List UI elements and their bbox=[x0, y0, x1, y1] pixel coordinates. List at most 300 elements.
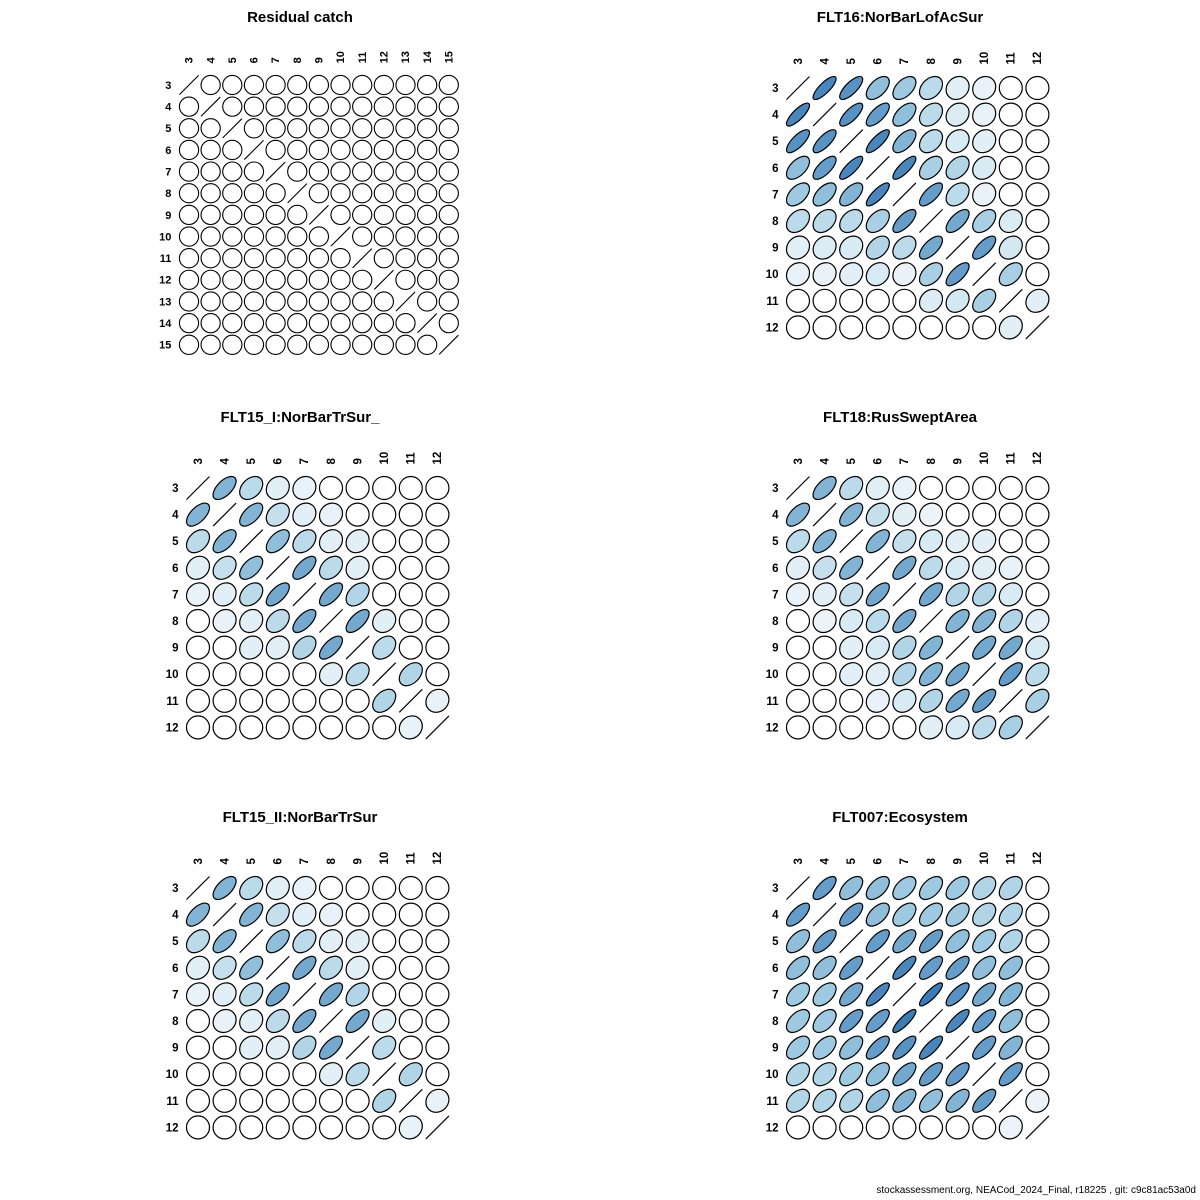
correlation-ellipse bbox=[262, 1111, 295, 1144]
correlation-ellipse bbox=[395, 525, 428, 558]
col-tick-label: 11 bbox=[356, 51, 369, 64]
diagonal-unit-correlation bbox=[426, 716, 449, 739]
correlation-ellipse bbox=[315, 1085, 348, 1118]
col-tick-label: 3 bbox=[183, 57, 196, 64]
correlation-ellipse bbox=[395, 952, 428, 985]
correlation-ellipse bbox=[1021, 552, 1054, 585]
correlation-ellipse bbox=[888, 685, 920, 717]
correlation-ellipse bbox=[197, 136, 224, 163]
correlation-ellipse bbox=[782, 711, 815, 744]
row-tick-label: 10 bbox=[765, 1069, 779, 1082]
correlation-ellipse bbox=[327, 288, 354, 315]
correlation-ellipse bbox=[368, 472, 401, 505]
correlation-ellipse bbox=[327, 136, 354, 163]
correlation-ellipse bbox=[836, 179, 867, 210]
correlation-ellipse bbox=[941, 98, 973, 130]
correlation-ellipse bbox=[327, 158, 354, 185]
correlation-ellipse bbox=[395, 498, 428, 531]
correlation-ellipse bbox=[288, 711, 321, 744]
correlation-ellipse bbox=[835, 285, 868, 318]
correlation-ellipse bbox=[208, 1031, 241, 1064]
row-tick-label: 3 bbox=[772, 83, 779, 96]
correlation-ellipse bbox=[835, 631, 867, 663]
correlation-ellipse bbox=[995, 712, 1027, 744]
diagonal-unit-correlation bbox=[293, 583, 316, 606]
correlation-ellipse bbox=[209, 552, 241, 584]
correlation-ellipse bbox=[327, 115, 354, 142]
correlation-ellipse bbox=[349, 136, 376, 163]
correlation-ellipse bbox=[995, 1032, 1026, 1063]
correlation-ellipse bbox=[240, 93, 267, 120]
col-tick-label: 5 bbox=[845, 858, 858, 865]
diagonal-unit-correlation bbox=[999, 1089, 1022, 1112]
correlation-ellipse bbox=[782, 578, 814, 610]
correlation-ellipse bbox=[392, 136, 419, 163]
row-tick-label: 6 bbox=[772, 562, 779, 575]
correlation-ellipse bbox=[808, 631, 841, 664]
correlation-ellipse bbox=[240, 310, 267, 337]
correlation-ellipse bbox=[368, 898, 401, 931]
correlation-ellipse bbox=[197, 158, 224, 185]
correlation-ellipse bbox=[942, 606, 973, 637]
correlation-ellipse bbox=[995, 1111, 1027, 1143]
correlation-ellipse bbox=[916, 926, 946, 956]
correlation-ellipse bbox=[208, 658, 241, 691]
correlation-ellipse bbox=[342, 658, 374, 690]
correlation-ellipse bbox=[235, 658, 268, 691]
col-tick-label: 11 bbox=[405, 852, 418, 865]
correlation-ellipse bbox=[370, 288, 397, 315]
correlation-ellipse bbox=[288, 1032, 320, 1064]
correlation-ellipse bbox=[370, 115, 397, 142]
correlation-ellipse bbox=[916, 659, 947, 690]
row-tick-label: 11 bbox=[166, 695, 179, 708]
correlation-ellipse bbox=[435, 136, 462, 163]
correlation-ellipse bbox=[368, 632, 400, 664]
correlation-ellipse bbox=[968, 1111, 1001, 1144]
correlation-ellipse bbox=[262, 472, 294, 504]
footer-watermark: stockassessment.org, NEACod_2024_Final, r18225 , git: c9c81ac53a0d bbox=[876, 1185, 1196, 1196]
correlation-ellipse bbox=[808, 311, 841, 344]
diagonal-unit-correlation bbox=[418, 314, 437, 333]
row-tick-label: 12 bbox=[165, 722, 179, 735]
correlation-ellipse bbox=[809, 1058, 841, 1090]
correlation-ellipse bbox=[435, 158, 462, 185]
correlation-ellipse bbox=[395, 658, 427, 690]
diagonal-unit-correlation bbox=[840, 930, 863, 953]
correlation-ellipse bbox=[862, 1085, 893, 1116]
row-tick-label: 7 bbox=[172, 989, 179, 1002]
correlation-ellipse bbox=[305, 93, 332, 120]
correlation-ellipse bbox=[810, 126, 840, 156]
correlation-ellipse bbox=[305, 310, 332, 337]
correlation-ellipse bbox=[175, 180, 202, 207]
row-tick-label: 8 bbox=[772, 616, 779, 629]
correlation-ellipse bbox=[915, 125, 947, 157]
correlation-ellipse bbox=[1021, 525, 1054, 558]
correlation-ellipse bbox=[208, 978, 240, 1010]
row-tick-label: 10 bbox=[765, 269, 779, 282]
diagonal-unit-correlation bbox=[946, 636, 969, 659]
correlation-ellipse bbox=[889, 899, 920, 930]
correlation-ellipse bbox=[182, 925, 214, 957]
correlation-ellipse bbox=[370, 310, 397, 337]
correlation-ellipse bbox=[808, 711, 841, 744]
correlation-ellipse bbox=[235, 1031, 267, 1063]
col-tick-label: 7 bbox=[899, 458, 912, 465]
correlation-ellipse bbox=[235, 605, 267, 637]
correlation-ellipse bbox=[182, 605, 215, 638]
correlation-ellipse bbox=[197, 115, 224, 142]
correlation-ellipse bbox=[435, 201, 462, 228]
correlation-ellipse bbox=[414, 201, 441, 228]
col-tick-label: 9 bbox=[952, 858, 965, 865]
correlation-ellipse bbox=[395, 578, 428, 611]
correlation-ellipse bbox=[942, 686, 973, 717]
correlation-ellipse bbox=[969, 632, 1000, 663]
correlation-ellipse bbox=[782, 685, 815, 718]
correlation-ellipse bbox=[341, 1111, 374, 1144]
correlation-ellipse bbox=[969, 686, 999, 716]
correlation-ellipse bbox=[809, 552, 841, 584]
correlation-ellipse bbox=[175, 136, 202, 163]
correlation-ellipse bbox=[1021, 498, 1054, 531]
row-tick-label: 9 bbox=[772, 642, 779, 655]
correlation-ellipse bbox=[915, 872, 946, 903]
col-tick-label: 15 bbox=[443, 51, 456, 64]
col-tick-label: 8 bbox=[291, 57, 304, 64]
correlation-ellipse bbox=[197, 331, 224, 358]
correlation-ellipse bbox=[782, 1111, 815, 1144]
correlation-ellipse bbox=[395, 1111, 427, 1143]
correlation-ellipse bbox=[368, 1005, 400, 1037]
correlation-ellipse bbox=[262, 266, 289, 293]
correlation-ellipse bbox=[182, 1031, 215, 1064]
correlation-ellipse bbox=[995, 979, 1026, 1010]
col-tick-label: 12 bbox=[432, 851, 445, 865]
correlation-ellipse bbox=[421, 658, 454, 691]
correlation-ellipse bbox=[175, 93, 202, 120]
correlation-ellipse bbox=[208, 1111, 241, 1144]
correlation-ellipse bbox=[862, 1111, 895, 1144]
correlation-ellipse bbox=[995, 231, 1027, 263]
correlation-ellipse bbox=[968, 711, 1000, 743]
correlation-ellipse bbox=[888, 711, 921, 744]
correlation-ellipse bbox=[240, 158, 267, 185]
row-tick-label: 4 bbox=[772, 509, 779, 522]
row-tick-label: 5 bbox=[772, 136, 779, 149]
correlation-ellipse bbox=[862, 1059, 893, 1090]
correlation-ellipse bbox=[862, 711, 895, 744]
row-tick-label: 7 bbox=[772, 189, 779, 202]
correlation-ellipse bbox=[942, 926, 973, 957]
diagonal-unit-correlation bbox=[920, 610, 943, 633]
row-tick-label: 4 bbox=[172, 509, 179, 522]
correlation-ellipse bbox=[262, 201, 289, 228]
correlation-ellipse bbox=[327, 180, 354, 207]
row-tick-label: 8 bbox=[172, 616, 179, 629]
correlation-ellipse bbox=[341, 685, 374, 718]
correlation-ellipse bbox=[262, 1005, 294, 1037]
correlation-ellipse bbox=[995, 605, 1027, 637]
correlation-ellipse bbox=[395, 925, 428, 958]
correlation-ellipse bbox=[175, 331, 202, 358]
diagonal-unit-correlation bbox=[866, 156, 889, 179]
correlation-ellipse bbox=[262, 685, 295, 718]
correlation-ellipse bbox=[235, 872, 267, 904]
row-tick-label: 12 bbox=[765, 722, 779, 735]
correlation-ellipse bbox=[421, 952, 454, 985]
correlation-ellipse bbox=[414, 71, 441, 98]
correlation-ellipse bbox=[995, 552, 1027, 584]
correlation-ellipse bbox=[810, 153, 840, 183]
correlation-ellipse bbox=[240, 223, 267, 250]
correlation-ellipse bbox=[395, 631, 428, 664]
correlation-ellipse bbox=[368, 952, 401, 985]
correlation-ellipse bbox=[1021, 472, 1054, 505]
correlation-ellipse bbox=[995, 925, 1027, 957]
correlation-ellipse bbox=[208, 631, 241, 664]
correlation-ellipse bbox=[421, 1058, 454, 1091]
diagonal-unit-correlation bbox=[920, 1010, 943, 1033]
correlation-ellipse bbox=[240, 331, 267, 358]
correlation-ellipse bbox=[915, 258, 947, 290]
col-tick-label: 10 bbox=[378, 451, 391, 465]
col-tick-label: 3 bbox=[792, 458, 805, 465]
correlation-ellipse bbox=[183, 899, 214, 930]
correlation-ellipse bbox=[349, 310, 376, 337]
diagonal-unit-correlation bbox=[266, 162, 285, 181]
correlation-ellipse bbox=[288, 1085, 321, 1118]
diagonal-unit-correlation bbox=[999, 289, 1022, 312]
correlation-ellipse bbox=[315, 525, 347, 557]
correlation-ellipse bbox=[943, 259, 973, 289]
col-tick-label: 11 bbox=[405, 452, 418, 465]
correlation-ellipse bbox=[968, 125, 1000, 157]
correlation-ellipse bbox=[392, 266, 419, 293]
correlation-ellipse bbox=[968, 525, 1000, 557]
correlation-ellipse bbox=[995, 152, 1028, 185]
diagonal-unit-correlation bbox=[920, 210, 943, 233]
diagonal-unit-correlation bbox=[266, 556, 289, 579]
correlation-ellipse bbox=[182, 1005, 215, 1038]
correlation-ellipse bbox=[836, 979, 867, 1010]
correlation-ellipse bbox=[175, 115, 202, 142]
correlation-ellipse bbox=[969, 233, 999, 263]
col-tick-label: 3 bbox=[792, 858, 805, 865]
correlation-ellipse bbox=[284, 266, 311, 293]
correlation-ellipse bbox=[783, 100, 812, 129]
correlation-ellipse bbox=[395, 978, 428, 1011]
correlation-matrix-flt15-ii bbox=[0, 800, 600, 1200]
col-tick-label: 8 bbox=[325, 858, 338, 865]
correlation-ellipse bbox=[968, 178, 1000, 210]
col-tick-label: 6 bbox=[872, 858, 885, 865]
panel-title: FLT18:RusSweptArea bbox=[823, 409, 977, 426]
correlation-ellipse bbox=[969, 1006, 999, 1036]
correlation-ellipse bbox=[782, 1058, 814, 1090]
col-tick-label: 12 bbox=[1032, 851, 1045, 865]
row-tick-label: 9 bbox=[165, 209, 172, 222]
row-tick-label: 8 bbox=[772, 1016, 779, 1029]
correlation-ellipse bbox=[182, 658, 215, 691]
correlation-ellipse bbox=[783, 900, 813, 930]
panel-title: Residual catch bbox=[247, 9, 353, 26]
diagonal-unit-correlation bbox=[346, 1036, 369, 1059]
correlation-ellipse bbox=[968, 311, 1001, 344]
correlation-ellipse bbox=[288, 685, 321, 718]
correlation-ellipse bbox=[968, 872, 1000, 904]
col-tick-label: 12 bbox=[432, 451, 445, 465]
correlation-ellipse bbox=[175, 223, 202, 250]
correlation-ellipse bbox=[863, 127, 892, 156]
correlation-ellipse bbox=[942, 178, 974, 210]
correlation-ellipse bbox=[782, 926, 813, 957]
correlation-ellipse bbox=[835, 1058, 866, 1089]
row-tick-label: 12 bbox=[159, 274, 172, 287]
row-tick-label: 5 bbox=[772, 536, 779, 549]
correlation-ellipse bbox=[863, 579, 894, 610]
correlation-ellipse bbox=[182, 952, 214, 984]
correlation-ellipse bbox=[889, 72, 920, 103]
correlation-ellipse bbox=[943, 1006, 972, 1035]
diagonal-unit-correlation bbox=[396, 292, 415, 311]
correlation-ellipse bbox=[862, 499, 894, 531]
correlation-ellipse bbox=[782, 525, 814, 557]
col-tick-label: 3 bbox=[192, 458, 205, 465]
correlation-ellipse bbox=[968, 152, 1000, 184]
col-tick-label: 4 bbox=[219, 858, 232, 865]
diagonal-unit-correlation bbox=[1026, 1116, 1049, 1139]
correlation-ellipse bbox=[414, 288, 441, 315]
correlation-ellipse bbox=[208, 711, 241, 744]
correlation-ellipse bbox=[414, 136, 441, 163]
correlation-ellipse bbox=[995, 311, 1027, 343]
correlation-ellipse bbox=[995, 205, 1027, 237]
correlation-ellipse bbox=[349, 158, 376, 185]
correlation-ellipse bbox=[315, 872, 348, 905]
correlation-ellipse bbox=[182, 631, 215, 664]
row-tick-label: 10 bbox=[765, 669, 779, 682]
correlation-ellipse bbox=[262, 1058, 295, 1091]
correlation-ellipse bbox=[421, 498, 454, 531]
correlation-ellipse bbox=[341, 925, 373, 957]
correlation-ellipse bbox=[240, 71, 267, 98]
diagonal-unit-correlation bbox=[893, 183, 916, 206]
correlation-ellipse bbox=[262, 71, 289, 98]
correlation-ellipse bbox=[863, 180, 892, 209]
diagonal-unit-correlation bbox=[399, 1089, 422, 1112]
correlation-ellipse bbox=[235, 1005, 267, 1037]
col-tick-label: 13 bbox=[400, 51, 413, 64]
correlation-ellipse bbox=[368, 685, 400, 717]
correlation-ellipse bbox=[219, 136, 246, 163]
diagonal-unit-correlation bbox=[787, 77, 810, 100]
correlation-ellipse bbox=[421, 552, 454, 585]
panel-flt007-ecosystem bbox=[600, 800, 1200, 1200]
row-tick-label: 6 bbox=[772, 962, 779, 975]
correlation-ellipse bbox=[395, 711, 427, 743]
correlation-ellipse bbox=[968, 285, 1000, 317]
correlation-ellipse bbox=[288, 498, 320, 530]
correlation-ellipse bbox=[862, 72, 893, 103]
correlation-ellipse bbox=[262, 526, 293, 557]
row-tick-label: 6 bbox=[172, 962, 179, 975]
correlation-ellipse bbox=[219, 288, 246, 315]
correlation-ellipse bbox=[995, 258, 1027, 290]
correlation-ellipse bbox=[305, 115, 332, 142]
col-tick-label: 12 bbox=[1032, 51, 1045, 65]
col-tick-label: 7 bbox=[899, 858, 912, 865]
correlation-ellipse bbox=[941, 285, 973, 317]
correlation-ellipse bbox=[392, 93, 419, 120]
diagonal-unit-correlation bbox=[866, 556, 889, 579]
correlation-ellipse bbox=[1021, 978, 1054, 1011]
correlation-ellipse bbox=[349, 266, 376, 293]
correlation-ellipse bbox=[995, 125, 1028, 158]
correlation-ellipse bbox=[889, 926, 920, 957]
correlation-ellipse bbox=[808, 685, 841, 718]
correlation-ellipse bbox=[395, 898, 428, 931]
correlation-ellipse bbox=[808, 605, 840, 637]
correlation-matrix-flt18 bbox=[600, 400, 1200, 800]
diagonal-unit-correlation bbox=[331, 227, 350, 246]
correlation-ellipse bbox=[1021, 631, 1053, 663]
correlation-ellipse bbox=[316, 579, 347, 610]
correlation-ellipse bbox=[969, 1086, 999, 1116]
correlation-ellipse bbox=[263, 979, 294, 1010]
col-tick-label: 4 bbox=[819, 858, 832, 865]
correlation-ellipse bbox=[208, 1005, 240, 1037]
correlation-ellipse bbox=[183, 499, 214, 530]
correlation-ellipse bbox=[1021, 1005, 1054, 1038]
correlation-ellipse bbox=[370, 331, 397, 358]
correlation-ellipse bbox=[836, 100, 866, 130]
correlation-ellipse bbox=[836, 552, 867, 583]
col-tick-label: 10 bbox=[335, 51, 348, 64]
correlation-ellipse bbox=[392, 331, 419, 358]
correlation-ellipse bbox=[862, 685, 894, 717]
diagonal-unit-correlation bbox=[320, 1010, 343, 1033]
correlation-ellipse bbox=[1021, 98, 1054, 131]
correlation-ellipse bbox=[421, 925, 454, 958]
correlation-ellipse bbox=[175, 158, 202, 185]
correlation-ellipse bbox=[219, 201, 246, 228]
correlation-ellipse bbox=[915, 552, 947, 584]
correlation-ellipse bbox=[968, 98, 1000, 130]
correlation-ellipse bbox=[809, 205, 841, 237]
correlation-ellipse bbox=[182, 1058, 215, 1091]
diagonal-unit-correlation bbox=[999, 689, 1022, 712]
correlation-ellipse bbox=[782, 552, 814, 584]
correlation-ellipse bbox=[1021, 1058, 1054, 1091]
correlation-ellipse bbox=[968, 899, 1000, 931]
correlation-ellipse bbox=[368, 925, 401, 958]
correlation-ellipse bbox=[414, 158, 441, 185]
col-tick-label: 6 bbox=[272, 858, 285, 865]
correlation-ellipse bbox=[235, 1111, 268, 1144]
correlation-ellipse bbox=[863, 1006, 893, 1036]
correlation-ellipse bbox=[915, 311, 948, 344]
correlation-ellipse bbox=[942, 578, 974, 610]
correlation-ellipse bbox=[392, 310, 419, 337]
correlation-ellipse bbox=[288, 632, 320, 664]
correlation-ellipse bbox=[995, 872, 1027, 904]
correlation-ellipse bbox=[809, 1032, 840, 1063]
correlation-ellipse bbox=[915, 285, 947, 317]
diagonal-unit-correlation bbox=[240, 930, 263, 953]
correlation-ellipse bbox=[289, 606, 320, 637]
